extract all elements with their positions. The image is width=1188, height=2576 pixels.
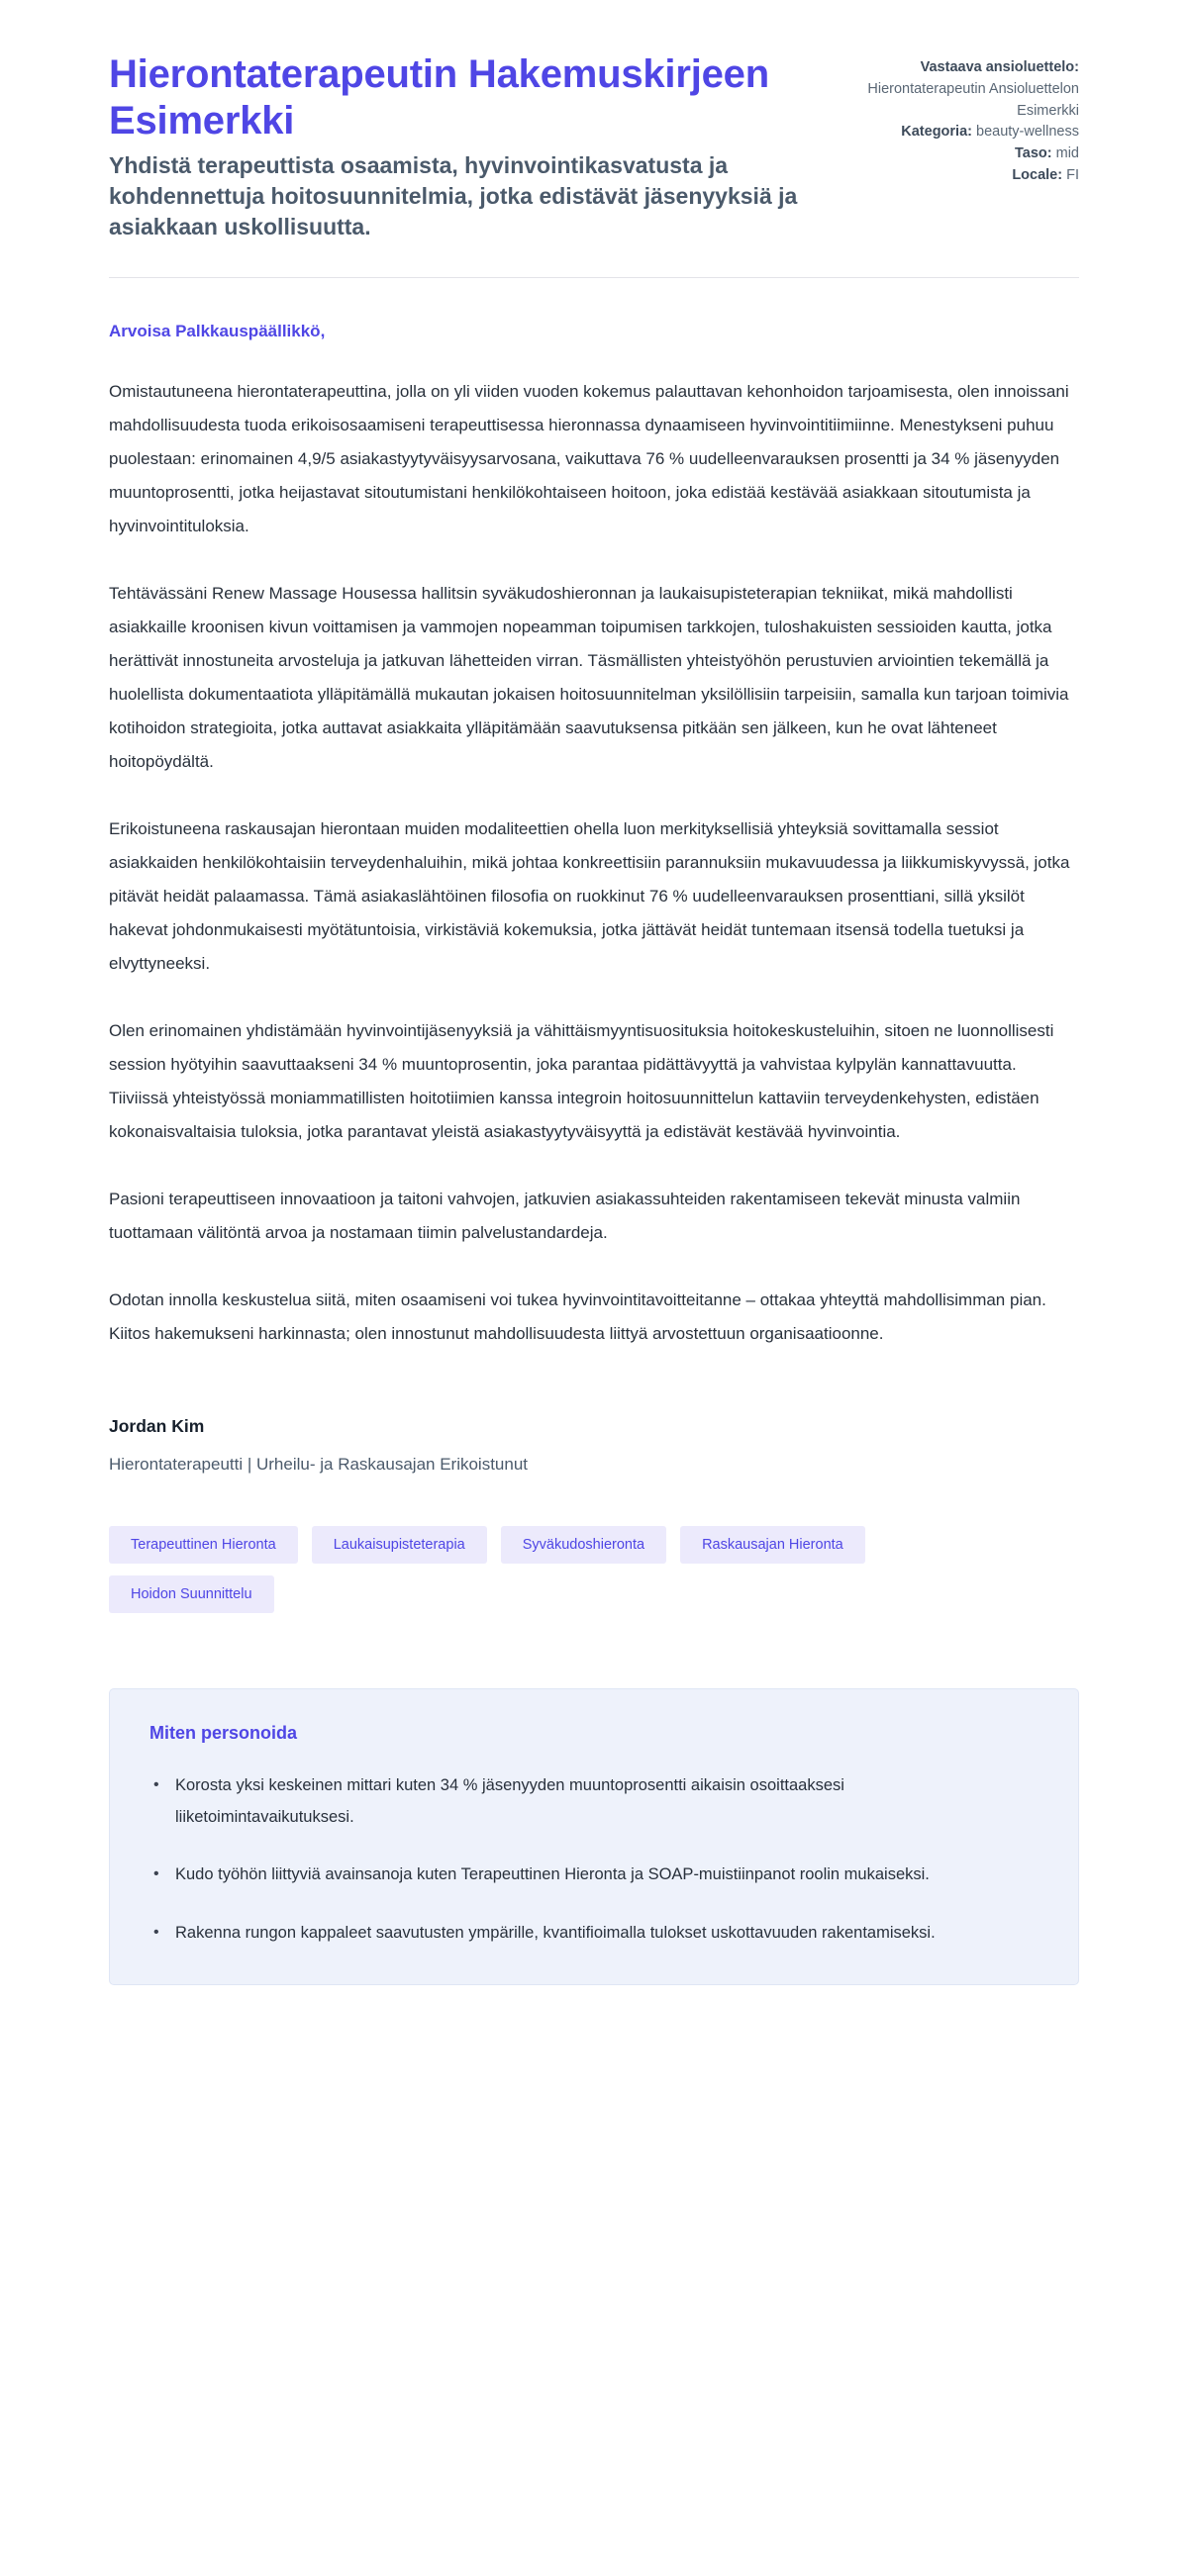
tag-chip[interactable]: Terapeuttinen Hieronta (109, 1526, 298, 1564)
letter-paragraph: Olen erinomainen yhdistämään hyvinvointijäsenyyksiä ja vähittäismyyntisuosituksia hoitokeskusteluihin, sitoen ne luonnollisesti session hyötyihin saavuttaakseni 34 % muuntoprosentin, joka parantaa pidättävyyttä ja vahvistaa kylpylän kannattavuutta. Tiiviissä yhteistyössä moniammatillisten hoitotiimien kanssa integroin hoitosuunnittelun kattaviin terveydenkehysten, edistäen kokonaisvaltaisia tuloksia, jotka parantavat yleistä asiakastyytyväisyyttä ja edistävät kestävää hyvinvointia. (109, 1021, 1054, 1142)
header-metadata (851, 51, 1079, 187)
tag-chip[interactable]: Raskausajan Hieronta (680, 1526, 865, 1564)
signature-block (109, 1416, 1079, 1475)
page-title: Hierontaterapeutin Hakemuskirjeen Esimerkki (109, 52, 769, 143)
tag-chip[interactable]: Syväkudoshieronta (501, 1526, 666, 1564)
callout-list-item: • Kudo työhön liittyviä avainsanoja kuten Terapeuttinen Hieronta ja SOAP-muistiinpanot roolin mukaiseksi. (175, 1859, 1007, 1890)
signature-role: Hierontaterapeutti | Urheilu- ja Raskausajan Erikoistunut (109, 1455, 529, 1475)
how-to-personalize-callout (109, 1688, 1079, 1985)
signature-name: Jordan Kim (109, 1416, 205, 1437)
meta-related-resume-label: Vastaava ansioluettelo: (920, 59, 1079, 75)
cover-letter-body (109, 322, 1079, 1351)
header-divider (109, 277, 1079, 278)
callout-list-item: • Korosta yksi keskeinen mittari kuten 34 % jäsenyyden muuntoprosentti aikaisin osoittaaksesi liiketoimintavaikutuksesi. (175, 1769, 1007, 1833)
meta-category-label: Kategoria: (901, 124, 972, 141)
callout-title: Miten personoida (149, 1723, 298, 1744)
letter-paragraph: Omistautuneena hierontaterapeuttina, jolla on yli viiden vuoden kokemus palauttavan kehonhoidon tarjoamisesta, olen innoissani mahdollisuudesta tuoda erikoisosaamiseni terapeuttisessa hieronnassa dynaamiseen hyvinvointitiimiinne. Menestykseni puhuu puolestaan: erinomainen 4,9/5 asiakastyytyväisyysarvosana, vaikuttava 76 % uudelleenvarauksen prosentti ja 34 % jäsenyyden muuntoprosentti, jotka heijastavat sitoutumistani henkilökohtaiseen hoitoon, joka edistää kestävää asiakkaan sitoutumista ja hyvinvointituloksia. (109, 382, 1069, 536)
callout-item-list (149, 1769, 1039, 1949)
meta-level-label: Taso: (1014, 145, 1052, 161)
meta-locale-value: FI (1066, 166, 1079, 183)
meta-level-value: mid (1055, 145, 1079, 161)
letter-paragraphs (109, 375, 1079, 1351)
meta-category (851, 122, 1079, 143)
tag-chip[interactable]: Laukaisupisteterapia (312, 1526, 487, 1564)
tag-chip[interactable]: Hoidon Suunnittelu (109, 1575, 274, 1613)
meta-related-resume (851, 57, 1079, 122)
callout-list-item: • Rakenna rungon kappaleet saavutusten ympärille, kvantifioimalla tulokset uskottavuuden rakentamiseksi. (175, 1917, 1007, 1949)
meta-related-resume-value: Hierontaterapeutin Ansioluettelon Esimerkki (867, 80, 1079, 119)
letter-salutation: Arvoisa Palkkauspäällikkö, (109, 322, 326, 341)
header-title-block (109, 51, 802, 241)
tag-list (109, 1526, 1030, 1613)
letter-paragraph: Pasioni terapeuttiseen innovaatioon ja taitoni vahvojen, jatkuvien asiakassuhteiden rakentamiseen tekevät minusta valmiin tuottamaan välitöntä arvoa ja nostamaan tiimin palvelustandardeja. (109, 1190, 1021, 1243)
letter-paragraph: Tehtävässäni Renew Massage Housessa hallitsin syväkudoshieronnan ja laukaisupisteterapian tekniikat, mikä mahdollisti asiakkaille kroonisen kivun voittamisen ja vammojen nopeamman toipumisen tarkkojen, tuloshakuisten sessioiden kautta, jotka herättivät innostuneita arvosteluja ja jatkuvan lähetteiden virran. Täsmällisten yhteistyöhön perustuvien arviointien tekemällä ja huolellista dokumentaatiota ylläpitämällä mukautan jokaisen hoitosuunnitelman yksilöllisiin tarpeisiin, samalla kun tarjoan toimivia kotihoidon strategioita, jotka auttavat asiakkaita ylläpitämään saavutuksensa pitkään sen jälkeen, kun he ovat lähteneet hoitopöydältä. (109, 584, 1069, 772)
meta-locale-label: Locale: (1012, 166, 1063, 183)
meta-category-value: beauty-wellness (976, 124, 1079, 141)
letter-paragraph: Odotan innolla keskustelua siitä, miten osaamiseni voi tukea hyvinvointitavoitteitanne – ottakaa yhteyttä mahdollisimman pian. Kiitos hakemukseni harkinnasta; olen innostunut mahdollisuudesta liittyä arvostettuun organisaatioonne. (109, 1290, 1046, 1344)
page-subtitle: Yhdistä terapeuttista osaamista, hyvinvointikasvatusta ja kohdennettuja hoitosuunnitelmia, jotka edistävät jäsenyyksiä ja asiakkaan uskollisuutta. (109, 152, 798, 239)
document-header (109, 51, 1079, 241)
letter-paragraph: Erikoistuneena raskausajan hierontaan muiden modaliteettien ohella luon merkityksellisiä yhteyksiä sovittamalla sessiot asiakkaiden henkilökohtaisiin terveydenhaluihin, mikä johtaa konkreettisiin parannuksiin mukavuudessa ja liikkumiskyvyssä, jotka pitävät heidät palaamassa. Tämä asiakaslähtöinen filosofia on ruokkinut 76 % uudelleenvarauksen prosenttiani, sillä yksilöt hakevat johdonmukaisesti myötätuntoisia, virkistäviä kokemuksia, jotka jättävät heidät tuntemaan itsensä todella tuetuksi ja elvyttyneeksi. (109, 819, 1070, 974)
meta-locale (851, 165, 1079, 187)
meta-level (851, 143, 1079, 165)
